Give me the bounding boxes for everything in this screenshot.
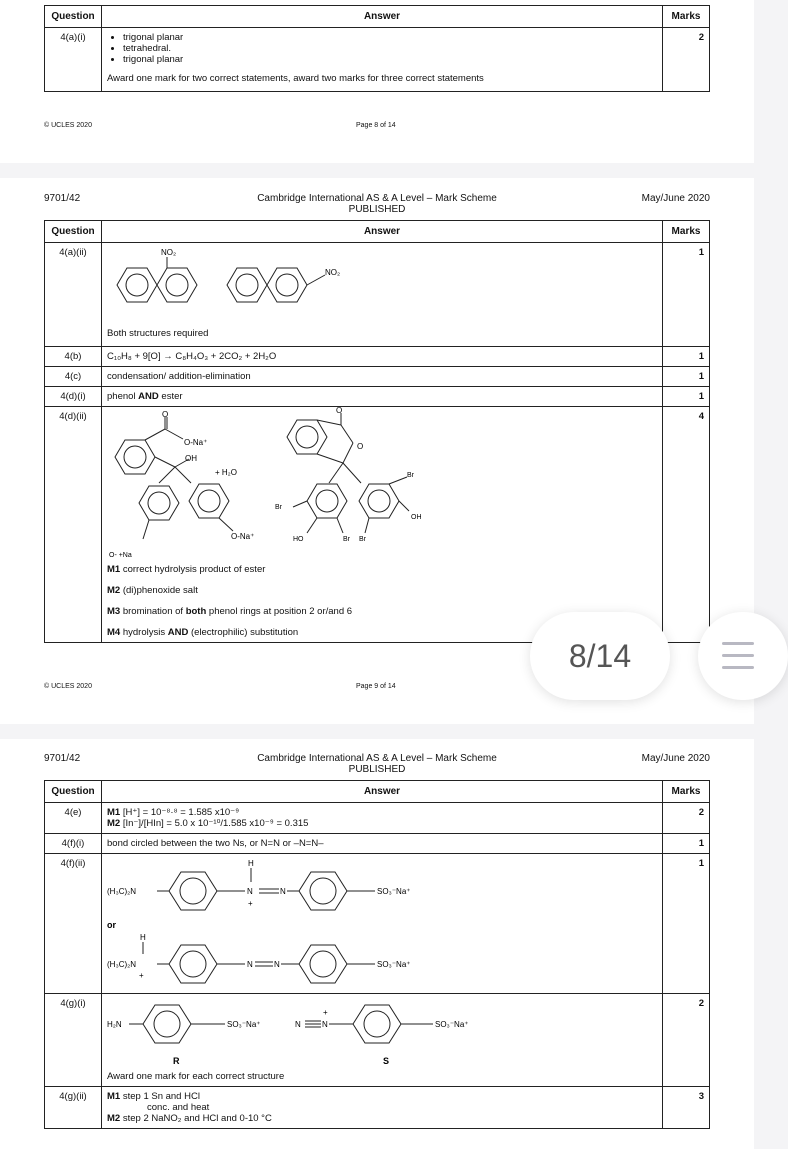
bond — [143, 520, 149, 539]
table-row — [45, 1087, 710, 1129]
exam-session: May/June 2020 — [641, 753, 710, 764]
marks-value: 2 — [663, 803, 710, 834]
answer-cell — [102, 994, 663, 1087]
mark-text: (electrophilic) substitution — [188, 627, 299, 638]
marks-value: 3 — [663, 1087, 710, 1129]
ring-circle — [236, 274, 258, 296]
bond — [399, 501, 409, 511]
ring-circle — [368, 490, 390, 512]
question-number: 4(f)(ii) — [45, 854, 102, 994]
question-number: 4(e) — [45, 803, 102, 834]
struct-label: N — [274, 960, 280, 969]
mark-label: M2 — [107, 585, 121, 596]
answer-cell — [102, 243, 663, 347]
text-bold: AND — [138, 391, 159, 402]
struct-label: O-Na⁺ — [231, 532, 255, 541]
marks-value: 1 — [663, 243, 710, 347]
table-row — [45, 994, 710, 1087]
table-row — [45, 803, 710, 834]
question-number: 4(g)(i) — [45, 994, 102, 1087]
ring-circle — [364, 1011, 390, 1037]
struct-label: + — [248, 899, 253, 908]
col-marks: Marks — [663, 781, 710, 803]
bond — [307, 518, 317, 533]
mark-text: hydrolysis — [120, 627, 168, 638]
ring — [189, 484, 229, 518]
ring — [157, 268, 197, 302]
col-question: Question — [45, 781, 102, 803]
struct-label: + — [139, 971, 144, 980]
struct-label: Br — [407, 472, 414, 479]
page-indicator[interactable]: 8/14 — [530, 612, 670, 700]
mark-label: M1 — [107, 564, 121, 575]
no2-label: NO₂ — [161, 248, 177, 257]
struct-label: H₂N — [107, 1020, 122, 1029]
struct-label: (H₃C)₂N — [107, 887, 137, 896]
ring-circle — [310, 878, 336, 904]
table-row — [45, 28, 710, 92]
bond — [337, 518, 343, 533]
marking-note: Award one mark for two correct statements, award two marks for three correct statements — [107, 73, 484, 84]
table-row — [45, 407, 710, 643]
ring — [115, 440, 155, 474]
col-answer: Answer — [102, 781, 663, 803]
m1-point — [107, 1091, 657, 1102]
mark-text: (di)phenoxide salt — [120, 585, 198, 596]
marks-value: 1 — [663, 854, 710, 994]
mark-label: M2 — [107, 818, 121, 829]
m2-point — [107, 585, 657, 596]
struct-label: N — [295, 1020, 301, 1029]
question-number: 4(a)(ii) — [45, 243, 102, 347]
ring — [307, 484, 347, 518]
struct-label: O — [357, 442, 364, 451]
col-marks: Marks — [663, 6, 710, 28]
ring-circle — [198, 490, 220, 512]
marks-value: 4 — [663, 407, 710, 643]
table-row — [45, 367, 710, 387]
answer-text: C₁₀H₈ + 9[O] → C₈H₄O₃ + 2CO₂ + 2H₂O — [102, 347, 663, 367]
struct-label: SO₃⁻Na⁺ — [435, 1020, 469, 1029]
ring-circle — [166, 274, 188, 296]
ring-circle — [180, 951, 206, 977]
mark-bold: AND — [167, 627, 189, 638]
marks-value: 1 — [663, 367, 710, 387]
answer-cell — [102, 1087, 663, 1129]
bond — [329, 463, 343, 483]
ring — [117, 268, 157, 302]
ring — [227, 268, 267, 302]
answer-cell — [102, 387, 663, 407]
subtitle-line: PUBLISHED — [348, 204, 406, 215]
ring-circle — [276, 274, 298, 296]
title-line: Cambridge International AS & A Level – Mark Scheme — [257, 753, 497, 764]
question-number: 4(c) — [45, 367, 102, 387]
struct-label: HO — [293, 536, 304, 543]
struct-label: H — [248, 859, 254, 868]
col-answer: Answer — [102, 221, 663, 243]
table-row — [45, 347, 710, 367]
subtitle-line: PUBLISHED — [348, 764, 406, 775]
answer-cell — [102, 407, 663, 643]
m2-point — [107, 1113, 657, 1124]
mark-scheme-table-p10 — [44, 780, 710, 1129]
bond — [219, 518, 233, 531]
naphthalene-structures — [107, 247, 367, 325]
ring-circle — [124, 446, 146, 468]
struct-label: + H₂O — [215, 468, 237, 477]
struct-label: N — [247, 960, 253, 969]
col-question: Question — [45, 221, 102, 243]
list-item: • trigonal planar — [123, 54, 657, 65]
bond — [293, 501, 307, 507]
azo-dye-structures — [107, 858, 467, 986]
amine-diazonium-structures — [107, 998, 507, 1068]
struct-label: SO₃⁻Na⁺ — [377, 960, 411, 969]
question-number: 4(a)(i) — [45, 28, 102, 92]
m1-point — [107, 564, 657, 575]
page-8 — [0, 0, 754, 163]
mark-scheme-table-p8 — [44, 5, 710, 92]
mark-label: M4 — [107, 627, 121, 638]
question-number: 4(f)(i) — [45, 834, 102, 854]
bond — [307, 275, 325, 285]
page-title — [250, 753, 504, 775]
struct-label: N — [280, 887, 286, 896]
answer-cell — [102, 854, 663, 994]
exam-session: May/June 2020 — [641, 193, 710, 204]
struct-label: H — [140, 933, 146, 942]
answer-text: bond circled between the two Ns, or N=N or –N=N– — [102, 834, 663, 854]
question-number: 4(d)(i) — [45, 387, 102, 407]
bond — [317, 420, 341, 425]
mark-text: bromination of — [120, 606, 186, 617]
ring-circle — [126, 274, 148, 296]
ring — [287, 420, 327, 454]
ring-circle — [316, 490, 338, 512]
bullet-list — [107, 32, 657, 65]
col-answer: Answer — [102, 6, 663, 28]
bond — [365, 518, 369, 533]
col-marks: Marks — [663, 221, 710, 243]
struct-label: N — [247, 887, 253, 896]
table-row — [45, 834, 710, 854]
answer-cell — [102, 28, 663, 92]
m1-point — [107, 807, 657, 818]
answer-text: condensation/ addition-elimination — [102, 367, 663, 387]
menu-icon — [722, 654, 754, 657]
menu-icon — [722, 666, 754, 669]
struct-label: + — [323, 1008, 328, 1017]
list-item: • tetrahedral. — [123, 43, 657, 54]
struct-label: O — [162, 410, 169, 419]
menu-icon — [722, 642, 754, 645]
mark-text: phenol rings at position 2 or/and 6 — [206, 606, 353, 617]
ring-circle — [148, 492, 170, 514]
list-item: • trigonal planar — [123, 32, 657, 43]
struct-label: Br — [359, 536, 366, 543]
or-label: or — [107, 920, 116, 930]
bond — [159, 467, 175, 483]
bond — [341, 425, 353, 443]
mark-label: M2 — [107, 1113, 121, 1124]
footer-copyright: © UCLES 2020 — [44, 683, 92, 690]
paper-code: 9701/42 — [44, 753, 81, 764]
menu-button[interactable] — [698, 612, 788, 700]
label-s: S — [383, 1056, 390, 1066]
struct-label: O- +Na — [109, 552, 132, 559]
hydrolysis-bromination-structures — [107, 406, 507, 559]
marks-value: 1 — [663, 834, 710, 854]
page-10 — [0, 739, 754, 1149]
bond — [343, 463, 361, 483]
no2-label: NO₂ — [325, 268, 341, 277]
bond — [175, 467, 191, 483]
struct-label: OH — [185, 454, 197, 463]
m2-point — [107, 818, 657, 829]
struct-label: O-Na⁺ — [184, 438, 208, 447]
label-r: R — [173, 1056, 180, 1066]
bond — [145, 429, 165, 440]
question-number: 4(g)(ii) — [45, 1087, 102, 1129]
marks-value: 2 — [663, 994, 710, 1087]
bond — [343, 443, 353, 463]
bond — [165, 429, 183, 439]
answer-note: Award one mark for each correct structure — [107, 1071, 285, 1082]
mark-label: M1 — [107, 807, 121, 818]
mark-text: step 1 Sn and HCl — [120, 1091, 200, 1102]
footer-page-number: Page 9 of 14 — [356, 683, 396, 690]
text-part: phenol — [107, 391, 139, 402]
marks-value: 2 — [663, 28, 710, 92]
ring — [267, 268, 307, 302]
mark-scheme-table-p9 — [44, 220, 710, 643]
struct-label: Br — [343, 536, 350, 543]
mark-label: M1 — [107, 1091, 121, 1102]
m1-continuation: conc. and heat — [147, 1102, 210, 1113]
ring-circle — [310, 951, 336, 977]
table-row — [45, 243, 710, 347]
struct-label: SO₃⁻Na⁺ — [227, 1020, 261, 1029]
mark-text: [H⁺] = 10⁻⁸·⁸ = 1.585 x10⁻⁹ — [120, 807, 240, 818]
paper-code: 9701/42 — [44, 193, 81, 204]
text-part: ester — [158, 391, 183, 402]
bond — [155, 457, 175, 467]
footer-copyright: © UCLES 2020 — [44, 122, 92, 129]
mark-label: M3 — [107, 606, 121, 617]
ring-circle — [180, 878, 206, 904]
struct-label: Br — [275, 504, 282, 511]
table-row — [45, 854, 710, 994]
table-row — [45, 387, 710, 407]
ring — [139, 486, 179, 520]
answer-text: Both structures required — [107, 328, 209, 339]
struct-label: SO₃⁻Na⁺ — [377, 887, 411, 896]
ring-circle — [154, 1011, 180, 1037]
marks-value: 1 — [663, 347, 710, 367]
marks-value: 1 — [663, 387, 710, 407]
footer-page-number: Page 8 of 14 — [356, 122, 396, 129]
title-line: Cambridge International AS & A Level – Mark Scheme — [257, 193, 497, 204]
bond — [317, 454, 343, 463]
struct-label: O — [336, 406, 343, 415]
struct-label: (H₃C)₂N — [107, 960, 137, 969]
question-number: 4(b) — [45, 347, 102, 367]
struct-label: OH — [411, 514, 422, 521]
struct-label: N — [322, 1020, 328, 1029]
mark-text: [In⁻]/[HIn] = 5.0 x 10⁻¹⁰/1.585 x10⁻⁹ = 0.315 — [120, 818, 309, 829]
answer-cell — [102, 803, 663, 834]
page-title — [250, 193, 504, 215]
ring — [359, 484, 399, 518]
mark-bold: both — [185, 606, 207, 617]
bond — [389, 477, 407, 484]
ring-circle — [296, 426, 318, 448]
mark-text: step 2 NaNO₂ and HCl and 0-10 °C — [120, 1113, 272, 1124]
question-number: 4(d)(ii) — [45, 407, 102, 643]
mark-text: correct hydrolysis product of ester — [120, 564, 266, 575]
col-question: Question — [45, 6, 102, 28]
